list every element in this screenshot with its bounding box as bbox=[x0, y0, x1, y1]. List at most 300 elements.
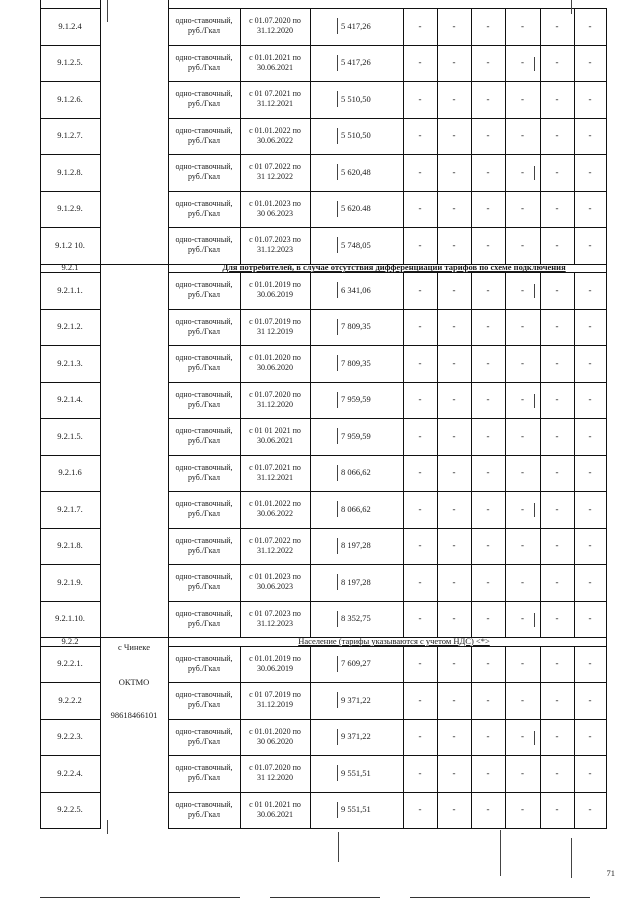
column-divider bbox=[240, 682, 241, 719]
column-divider bbox=[606, 309, 607, 346]
empty-cell-dash: - bbox=[418, 321, 422, 332]
text-line: руб./Гкал bbox=[187, 436, 221, 446]
column-divider bbox=[540, 272, 541, 309]
empty-cell-dash: - bbox=[588, 613, 592, 624]
empty-cell-dash: - bbox=[555, 613, 559, 624]
column-divider bbox=[310, 118, 311, 155]
empty-cell-dash: - bbox=[555, 804, 559, 815]
empty-cell-dash: - bbox=[452, 731, 456, 742]
column-divider bbox=[505, 491, 506, 528]
row-number: 9.1.2.8. bbox=[57, 166, 83, 177]
empty-cell-dash: - bbox=[418, 130, 422, 141]
column-divider bbox=[240, 45, 241, 82]
row-number: 9.2.1.7. bbox=[57, 503, 83, 514]
column-divider bbox=[240, 154, 241, 191]
empty-cell-dash: - bbox=[555, 430, 559, 441]
row-number: 9.2.1.2. bbox=[57, 321, 83, 332]
tariff-unit bbox=[168, 45, 240, 82]
column-divider bbox=[437, 272, 438, 309]
column-divider bbox=[574, 601, 575, 638]
empty-cell-dash: - bbox=[555, 767, 559, 778]
column-divider bbox=[505, 118, 506, 155]
column-divider bbox=[471, 309, 472, 346]
column-divider bbox=[403, 272, 404, 309]
scan-mark bbox=[337, 18, 338, 34]
column-divider bbox=[240, 646, 241, 683]
text-line: с 01 07.2023 по bbox=[249, 608, 301, 618]
empty-cell-dash: - bbox=[452, 20, 456, 31]
section-number: 9.2.2 bbox=[61, 637, 79, 646]
column-divider bbox=[606, 382, 607, 419]
column-divider bbox=[505, 154, 506, 191]
text-line: руб./Гкал bbox=[187, 290, 221, 300]
empty-cell-dash: - bbox=[486, 430, 490, 441]
scan-mark bbox=[337, 428, 338, 444]
column-divider bbox=[471, 491, 472, 528]
tariff-unit bbox=[168, 564, 240, 601]
text-line: 31.12.2019 bbox=[257, 700, 293, 710]
text-line: 31 12.2019 bbox=[257, 326, 293, 336]
column-divider bbox=[606, 792, 607, 829]
scan-mark bbox=[337, 802, 338, 818]
empty-cell-dash: - bbox=[555, 731, 559, 742]
text-line: руб./Гкал bbox=[187, 62, 221, 72]
text-line: одно-ставочный, bbox=[175, 690, 233, 700]
text-line: с 01.01.2020 по bbox=[249, 726, 301, 736]
column-divider bbox=[606, 272, 607, 309]
empty-cell-dash: - bbox=[418, 166, 422, 177]
tariff-unit bbox=[168, 755, 240, 792]
empty-cell-dash: - bbox=[418, 20, 422, 31]
column-divider bbox=[471, 345, 472, 382]
scan-mark bbox=[337, 55, 338, 71]
column-divider bbox=[310, 418, 311, 455]
text-line: одно-ставочный, bbox=[175, 316, 233, 326]
column-divider bbox=[310, 601, 311, 638]
text-line: руб./Гкал bbox=[187, 663, 221, 673]
column-divider bbox=[540, 455, 541, 492]
text-line: 31.12.2022 bbox=[257, 545, 293, 555]
text-line: 31.12.2020 bbox=[257, 399, 293, 409]
empty-cell-dash: - bbox=[452, 394, 456, 405]
tariff-value: 7 609,27 bbox=[341, 658, 371, 669]
tariff-period bbox=[240, 755, 310, 792]
text-line: одно-ставочный, bbox=[175, 799, 233, 809]
text-line: одно-ставочный, bbox=[175, 535, 233, 545]
empty-cell-dash: - bbox=[418, 613, 422, 624]
column-divider bbox=[540, 418, 541, 455]
column-divider bbox=[437, 682, 438, 719]
tariff-period bbox=[240, 45, 310, 82]
tariff-unit bbox=[168, 682, 240, 719]
empty-cell-dash: - bbox=[418, 804, 422, 815]
column-divider bbox=[403, 45, 404, 82]
column-divider bbox=[437, 418, 438, 455]
tariff-unit bbox=[168, 491, 240, 528]
text-line: одно-ставочный, bbox=[175, 426, 233, 436]
text-line: руб./Гкал bbox=[187, 773, 221, 783]
text-line: одно-ставочный, bbox=[175, 353, 233, 363]
column-divider bbox=[471, 418, 472, 455]
scan-mark bbox=[337, 164, 338, 180]
scan-mark bbox=[534, 394, 535, 408]
text-line: руб./Гкал bbox=[187, 399, 221, 409]
column-divider bbox=[310, 564, 311, 601]
tariff-period bbox=[240, 118, 310, 155]
column-divider bbox=[574, 528, 575, 565]
empty-cell-dash: - bbox=[486, 576, 490, 587]
scan-mark bbox=[500, 830, 501, 876]
empty-cell-dash: - bbox=[521, 93, 524, 104]
tariff-value: 8 197,28 bbox=[341, 540, 371, 551]
text-line: руб./Гкал bbox=[187, 26, 221, 36]
column-divider bbox=[240, 272, 241, 309]
column-divider bbox=[310, 309, 311, 346]
column-divider bbox=[505, 601, 506, 638]
column-divider bbox=[606, 227, 607, 264]
text-line: одно-ставочный, bbox=[175, 162, 233, 172]
column-divider bbox=[240, 345, 241, 382]
column-divider bbox=[606, 154, 607, 191]
text-line: одно-ставочный, bbox=[175, 572, 233, 582]
column-divider bbox=[540, 191, 541, 228]
column-divider bbox=[471, 272, 472, 309]
scan-mark bbox=[337, 692, 338, 708]
tariff-value: 5 417,26 bbox=[341, 57, 371, 68]
empty-cell-dash: - bbox=[521, 613, 524, 624]
empty-cell-dash: - bbox=[555, 467, 559, 478]
scan-mark bbox=[337, 611, 338, 627]
empty-cell-dash: - bbox=[521, 321, 524, 332]
column-divider bbox=[471, 8, 472, 45]
scan-mark bbox=[337, 465, 338, 481]
text-line: руб./Гкал bbox=[187, 363, 221, 373]
empty-cell-dash: - bbox=[418, 576, 422, 587]
text-line: одно-ставочный, bbox=[175, 125, 233, 135]
column-divider bbox=[540, 564, 541, 601]
column-divider bbox=[606, 601, 607, 638]
column-divider bbox=[540, 45, 541, 82]
column-divider bbox=[240, 601, 241, 638]
tariff-period bbox=[240, 682, 310, 719]
column-divider bbox=[240, 8, 241, 45]
empty-cell-dash: - bbox=[588, 394, 592, 405]
column-divider bbox=[471, 118, 472, 155]
column-divider bbox=[471, 45, 472, 82]
tariff-unit bbox=[168, 418, 240, 455]
text-line: с 01 07.2021 по bbox=[249, 89, 301, 99]
column-divider bbox=[403, 528, 404, 565]
scan-mark bbox=[337, 656, 338, 672]
column-divider bbox=[505, 418, 506, 455]
column-divider bbox=[403, 682, 404, 719]
scan-mark bbox=[107, 820, 108, 834]
footer-rule bbox=[40, 897, 240, 898]
empty-cell-dash: - bbox=[521, 503, 524, 514]
column-divider bbox=[606, 45, 607, 82]
empty-cell-dash: - bbox=[588, 767, 592, 778]
empty-cell-dash: - bbox=[452, 166, 456, 177]
tariff-period bbox=[240, 646, 310, 683]
empty-cell-dash: - bbox=[418, 540, 422, 551]
tariff-value: 7 809,35 bbox=[341, 357, 371, 368]
text-line: с 01 01.2023 по bbox=[249, 572, 301, 582]
scan-mark bbox=[337, 91, 338, 107]
column-divider bbox=[310, 345, 311, 382]
empty-cell-dash: - bbox=[486, 57, 490, 68]
column-divider bbox=[540, 792, 541, 829]
column-divider bbox=[471, 455, 472, 492]
column-divider bbox=[240, 81, 241, 118]
empty-cell-dash: - bbox=[588, 166, 592, 177]
scan-mark bbox=[571, 838, 572, 878]
empty-cell-dash: - bbox=[486, 284, 490, 295]
column-divider bbox=[240, 719, 241, 756]
empty-cell-dash: - bbox=[452, 430, 456, 441]
empty-cell-dash: - bbox=[418, 503, 422, 514]
row-number: 9.1.2.6. bbox=[57, 93, 83, 104]
row-number: 9.1.2 10. bbox=[55, 239, 85, 250]
empty-cell-dash: - bbox=[486, 767, 490, 778]
empty-cell-dash: - bbox=[521, 467, 524, 478]
text-line: 30.06.2021 bbox=[257, 62, 293, 72]
empty-cell-dash: - bbox=[418, 203, 422, 214]
empty-cell-dash: - bbox=[588, 576, 592, 587]
column-divider bbox=[310, 382, 311, 419]
column-divider bbox=[540, 528, 541, 565]
tariff-period bbox=[240, 227, 310, 264]
empty-cell-dash: - bbox=[521, 658, 524, 669]
column-divider bbox=[240, 418, 241, 455]
column-divider bbox=[403, 755, 404, 792]
empty-cell-dash: - bbox=[418, 658, 422, 669]
tariff-period bbox=[240, 491, 310, 528]
column-divider bbox=[403, 154, 404, 191]
empty-cell-dash: - bbox=[588, 503, 592, 514]
text-line: 30 06.2023 bbox=[257, 208, 293, 218]
column-divider bbox=[606, 264, 607, 273]
column-divider bbox=[540, 118, 541, 155]
text-line: руб./Гкал bbox=[187, 545, 221, 555]
column-divider bbox=[505, 8, 506, 45]
column-divider bbox=[437, 719, 438, 756]
text-line: 30.06.2023 bbox=[257, 582, 293, 592]
column-divider bbox=[310, 491, 311, 528]
column-divider bbox=[606, 564, 607, 601]
empty-cell-dash: - bbox=[555, 20, 559, 31]
column-divider bbox=[540, 81, 541, 118]
column-divider bbox=[540, 154, 541, 191]
column-divider bbox=[574, 792, 575, 829]
text-line: с 01.01.2023 по bbox=[249, 198, 301, 208]
tariff-value: 9 551,51 bbox=[341, 804, 371, 815]
column-divider bbox=[505, 719, 506, 756]
column-divider bbox=[310, 81, 311, 118]
column-divider bbox=[471, 227, 472, 264]
tariff-value: 5 748,05 bbox=[341, 239, 371, 250]
empty-cell-dash: - bbox=[588, 357, 592, 368]
scan-mark bbox=[534, 503, 535, 517]
text-line: руб./Гкал bbox=[187, 472, 221, 482]
empty-cell-dash: - bbox=[452, 93, 456, 104]
empty-cell-dash: - bbox=[452, 658, 456, 669]
text-line: с 01 07.2019 по bbox=[249, 690, 301, 700]
column-divider bbox=[403, 792, 404, 829]
empty-cell-dash: - bbox=[418, 467, 422, 478]
column-divider bbox=[403, 8, 404, 45]
column-divider bbox=[240, 564, 241, 601]
tariff-period bbox=[240, 601, 310, 638]
column-divider bbox=[471, 382, 472, 419]
text-line: 30.06.2019 bbox=[257, 290, 293, 300]
text-line: руб./Гкал bbox=[187, 618, 221, 628]
column-divider bbox=[310, 45, 311, 82]
scan-mark bbox=[534, 731, 535, 745]
column-divider bbox=[505, 792, 506, 829]
row-number: 9.2.1.3. bbox=[57, 357, 83, 368]
text-line: с 01.01.2019 по bbox=[249, 280, 301, 290]
tariff-unit bbox=[168, 272, 240, 309]
column-divider bbox=[310, 528, 311, 565]
column-divider bbox=[403, 81, 404, 118]
empty-cell-dash: - bbox=[486, 357, 490, 368]
column-divider bbox=[403, 719, 404, 756]
empty-cell-dash: - bbox=[486, 394, 490, 405]
text-line: руб./Гкал bbox=[187, 582, 221, 592]
footer-rule bbox=[270, 897, 380, 898]
empty-cell-dash: - bbox=[486, 166, 490, 177]
column-divider bbox=[574, 646, 575, 683]
column-divider bbox=[606, 345, 607, 382]
empty-cell-dash: - bbox=[452, 503, 456, 514]
text-line: с 01 01.2021 по bbox=[249, 799, 301, 809]
tariff-period bbox=[240, 382, 310, 419]
column-divider bbox=[471, 528, 472, 565]
column-divider bbox=[437, 455, 438, 492]
column-divider bbox=[403, 191, 404, 228]
tariff-period bbox=[240, 564, 310, 601]
column-divider bbox=[437, 45, 438, 82]
text-line: руб./Гкал bbox=[187, 509, 221, 519]
column-divider bbox=[505, 309, 506, 346]
empty-cell-dash: - bbox=[452, 576, 456, 587]
tariff-unit bbox=[168, 719, 240, 756]
empty-cell-dash: - bbox=[521, 166, 524, 177]
empty-cell-dash: - bbox=[555, 503, 559, 514]
municipality-label: с Чинеке bbox=[118, 642, 150, 652]
empty-cell-dash: - bbox=[555, 540, 559, 551]
empty-cell-dash: - bbox=[452, 57, 456, 68]
tariff-unit bbox=[168, 345, 240, 382]
column-divider bbox=[606, 118, 607, 155]
column-divider bbox=[540, 227, 541, 264]
empty-cell-dash: - bbox=[588, 430, 592, 441]
empty-cell-dash: - bbox=[452, 357, 456, 368]
row-number: 9.2.1.9. bbox=[57, 576, 83, 587]
tariff-unit bbox=[168, 154, 240, 191]
empty-cell-dash: - bbox=[521, 430, 524, 441]
column-divider bbox=[574, 81, 575, 118]
tariff-value: 9 551,51 bbox=[341, 767, 371, 778]
text-line: одно-ставочный, bbox=[175, 16, 233, 26]
column-divider bbox=[310, 682, 311, 719]
empty-cell-dash: - bbox=[418, 239, 422, 250]
empty-cell-dash: - bbox=[555, 394, 559, 405]
column-divider bbox=[471, 191, 472, 228]
column-divider bbox=[606, 637, 607, 646]
scan-mark bbox=[337, 282, 338, 298]
tariff-unit bbox=[168, 646, 240, 683]
empty-cell-dash: - bbox=[452, 804, 456, 815]
empty-cell-dash: - bbox=[521, 767, 524, 778]
text-line: 30 06.2020 bbox=[257, 736, 293, 746]
column-divider bbox=[471, 646, 472, 683]
column-divider bbox=[505, 81, 506, 118]
tariff-unit bbox=[168, 601, 240, 638]
empty-cell-dash: - bbox=[555, 357, 559, 368]
empty-cell-dash: - bbox=[452, 239, 456, 250]
row-number: 9.2.2.1. bbox=[57, 658, 83, 669]
tariff-unit bbox=[168, 191, 240, 228]
tariff-unit bbox=[168, 455, 240, 492]
empty-cell-dash: - bbox=[588, 804, 592, 815]
scan-mark bbox=[337, 319, 338, 335]
column-divider bbox=[310, 191, 311, 228]
tariff-period bbox=[240, 8, 310, 45]
column-divider bbox=[574, 345, 575, 382]
column-divider bbox=[403, 118, 404, 155]
column-divider bbox=[403, 646, 404, 683]
empty-cell-dash: - bbox=[555, 166, 559, 177]
scan-mark bbox=[337, 574, 338, 590]
row-number: 9.2.2.4. bbox=[57, 767, 83, 778]
column-divider bbox=[574, 45, 575, 82]
column-divider bbox=[505, 528, 506, 565]
column-divider bbox=[471, 154, 472, 191]
column-divider bbox=[505, 45, 506, 82]
text-line: руб./Гкал bbox=[187, 172, 221, 182]
text-line: 31.12.2020 bbox=[257, 26, 293, 36]
municipality-label: ОКТМО bbox=[118, 677, 150, 687]
column-divider bbox=[606, 491, 607, 528]
column-divider bbox=[471, 682, 472, 719]
tariff-unit bbox=[168, 118, 240, 155]
empty-cell-dash: - bbox=[588, 731, 592, 742]
row-number: 9.1.2.5. bbox=[57, 57, 83, 68]
text-line: с 01 07.2022 по bbox=[249, 162, 301, 172]
column-divider bbox=[437, 528, 438, 565]
empty-cell-dash: - bbox=[555, 57, 559, 68]
column-divider bbox=[310, 154, 311, 191]
empty-cell-dash: - bbox=[418, 394, 422, 405]
column-divider bbox=[240, 455, 241, 492]
column-divider bbox=[606, 719, 607, 756]
empty-cell-dash: - bbox=[588, 130, 592, 141]
empty-cell-dash: - bbox=[588, 540, 592, 551]
text-line: одно-ставочный, bbox=[175, 389, 233, 399]
text-line: с 01.07.2020 по bbox=[249, 16, 301, 26]
empty-cell-dash: - bbox=[486, 613, 490, 624]
text-line: 31 12.2020 bbox=[257, 773, 293, 783]
text-line: одно-ставочный, bbox=[175, 52, 233, 62]
text-line: одно-ставочный, bbox=[175, 499, 233, 509]
column-divider bbox=[574, 418, 575, 455]
scan-mark bbox=[337, 355, 338, 371]
column-divider bbox=[403, 227, 404, 264]
scan-mark bbox=[337, 392, 338, 408]
column-divider bbox=[240, 382, 241, 419]
column-divider bbox=[574, 682, 575, 719]
